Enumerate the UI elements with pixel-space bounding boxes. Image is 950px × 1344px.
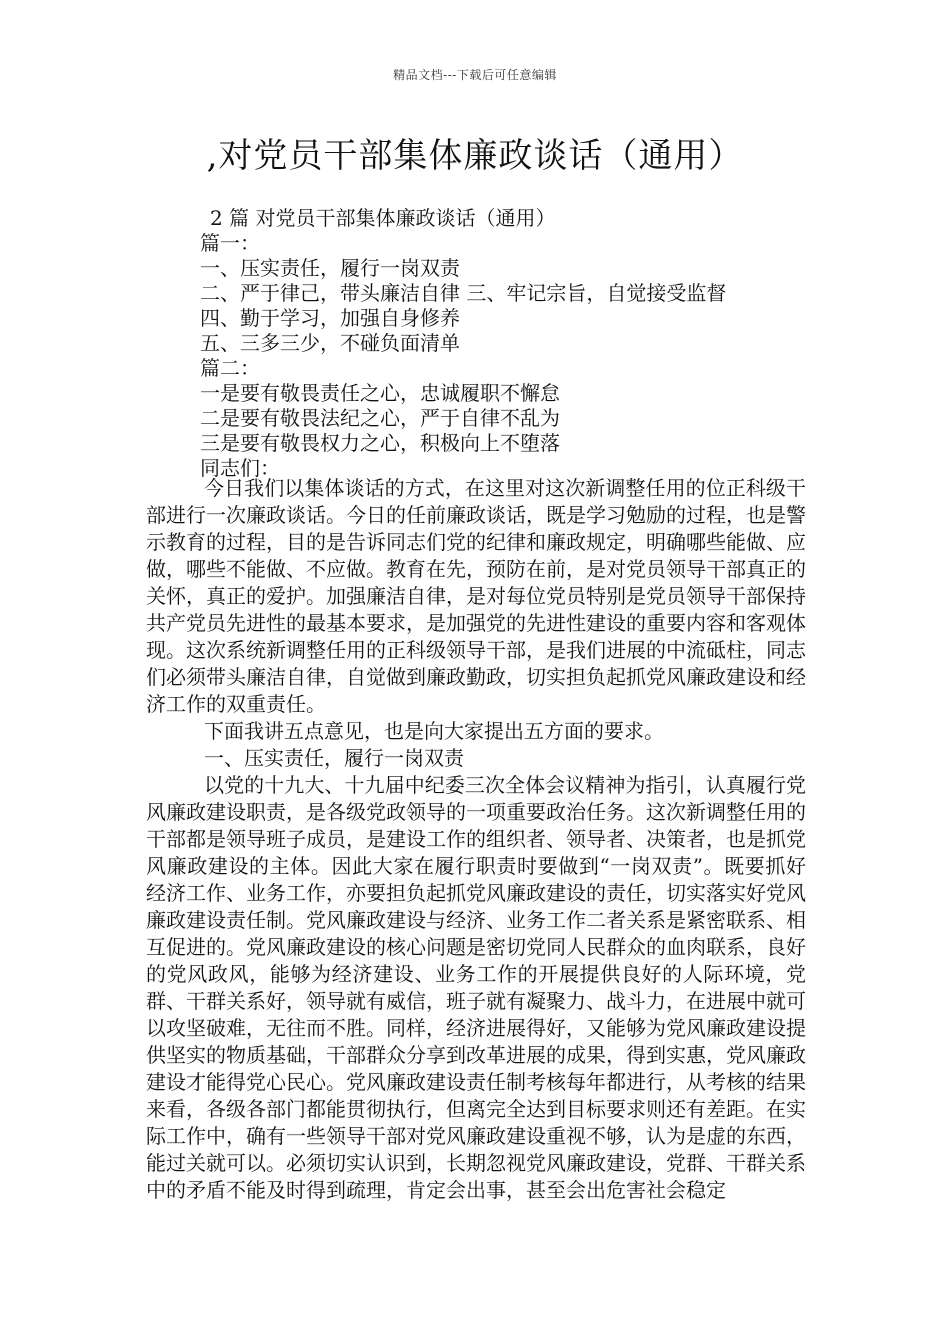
section-label-1: 篇一： bbox=[200, 231, 260, 255]
page-header: 精品文档---下载后可任意编辑 bbox=[393, 68, 557, 82]
outline-item: 二、严于律己，带头廉洁自律 三、牢记宗旨，自觉接受监督 bbox=[200, 281, 727, 305]
outline-item: 五、三多三少，不碰负面清单 bbox=[200, 331, 460, 355]
outline-item: 三是要有敬畏权力之心，积极向上不堕落 bbox=[200, 431, 560, 455]
salutation: 同志们： bbox=[200, 456, 280, 480]
subtitle-line: 2 篇 对党员干部集体廉政谈话（通用） bbox=[210, 206, 556, 230]
outline-item: 一是要有敬畏责任之心，忠诚履职不懈怠 bbox=[200, 381, 560, 405]
outline-item: 四、勤于学习，加强自身修养 bbox=[200, 306, 460, 330]
paragraph: 今日我们以集体谈话的方式，在这里对这次新调整任用的位正科级干部进行一次廉政谈话。今日的任前廉政谈话，既是学习勉励的过程，也是警示教育的过程，目的是告诉同志们党的纪律和廉政规定，明确哪些能做、应做，哪些不能做、不应做。教育在先，预防在前，是对党员领导干部真正的关怀，真正的爱护。加强廉洁自律，是对每位党员特别是党员领导干部保持共产党员先进性的最基本要求，是加强党的先进性建设的重要内容和客观体现。这次系统新调整任用的正科级领导干部，是我们进展的中流砥柱，同志们必须带头廉洁自律，自觉做到廉政勤政，切实担负起抓党风廉政建设和经济工作的双重责任。 bbox=[146, 476, 806, 716]
outline-item: 二是要有敬畏法纪之心，严于自律不乱为 bbox=[200, 406, 560, 430]
section-heading: 一、压实责任，履行一岗双责 bbox=[204, 746, 464, 770]
outline-item: 一、压实责任，履行一岗双责 bbox=[200, 256, 460, 280]
body-text bbox=[146, 475, 806, 1204]
paragraph: 以党的十九大、十九届中纪委三次全体会议精神为指引，认真履行党风廉政建设职责，是各级党政领导的一项重要政治任务。这次新调整任用的干部都是领导班子成员，是建设工作的组织者、领导者、决策者，也是抓党风廉政建设的主体。因此大家在履行职责时要做到“一岗双责”。既要抓好经济工作、业务工作，亦要担负起抓党风廉政建设的责任，切实落实好党风廉政建设责任制。党风廉政建设与经济、业务工作二者关系是紧密联系、相互促进的。党风廉政建设的核心问题是密切党同人民群众的血肉联系，良好的党风政风，能够为经济建设、业务工作的开展提供良好的人际环境，党群、干群关系好，领导就有威信，班子就有凝聚力、战斗力，在进展中就可以攻坚破难，无往而不胜。同样，经济进展得好，又能够为党风廉政建设提供坚实的物质基础，干部群众分享到改革进展的成果，得到实惠，党风廉政建设才能得党心民心。党风廉政建设责任制考核每年都进行，从考核的结果来看，各级各部门都能贯彻执行，但离完全达到目标要求则还有差距。在实际工作中，确有一些领导干部对党风廉政建设重视不够，认为是虚的东西，能过关就可以。必须切实认识到，长期忽视党风廉政建设，党群、干群关系中的矛盾不能及时得到疏理，肯定会出事，甚至会出危害社会稳定 bbox=[146, 773, 806, 1202]
paragraph: 下面我讲五点意见，也是向大家提出五方面的要求。 bbox=[204, 719, 664, 743]
document-title: ,对党员干部集体廉政谈话（通用） bbox=[206, 136, 744, 176]
section-label-2: 篇二： bbox=[200, 356, 260, 380]
